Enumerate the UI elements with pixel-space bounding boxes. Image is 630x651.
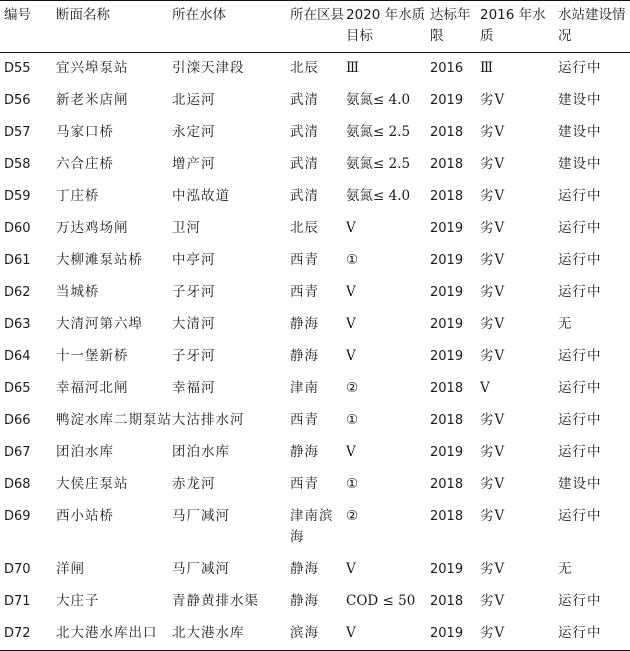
cell-2020-target: 氨氮≤ 2.5 — [346, 156, 411, 172]
table-row — [0, 213, 630, 245]
cell-2020-target: Ⅴ — [346, 625, 356, 641]
cell-2020-target: ① — [346, 252, 359, 268]
table-row — [0, 117, 630, 149]
cell-id: D71 — [4, 594, 31, 609]
cell-deadline: 2019 — [430, 317, 464, 332]
cell-2020-target: 氨氮≤ 4.0 — [346, 188, 411, 204]
cell-station-status: 无 — [558, 316, 573, 332]
cell-2016-quality: 劣Ⅴ — [480, 412, 506, 428]
cell-section-name: 六合庄桥 — [56, 156, 114, 172]
cell-water-body: 大沽排水河 — [172, 412, 245, 428]
cell-station-status: 运行中 — [558, 348, 602, 364]
table-body — [0, 53, 630, 651]
cell-id: D56 — [4, 93, 31, 108]
cell-station-status: 建设中 — [558, 476, 602, 492]
cell-district: 武清 — [290, 92, 319, 108]
header-2020-target: 2020 年水质目标 — [346, 7, 426, 44]
cell-station-status: 运行中 — [558, 220, 602, 236]
header-water-body: 所在水体 — [172, 7, 226, 23]
cell-water-body: 卫河 — [172, 220, 201, 236]
cell-id: D65 — [4, 381, 31, 396]
header-station-status: 水站建设情况 — [558, 7, 626, 44]
cell-water-body: 青静黄排水渠 — [172, 593, 259, 609]
cell-water-body: 子牙河 — [172, 284, 216, 300]
cell-deadline: 2018 — [430, 189, 464, 204]
cell-district: 武清 — [290, 124, 319, 140]
cell-section-name: 大侯庄泵站 — [56, 476, 129, 492]
cell-2016-quality: 劣Ⅴ — [480, 561, 506, 577]
cell-station-status: 运行中 — [558, 625, 602, 641]
cell-district: 津南滨海 — [290, 508, 334, 545]
cell-2016-quality: 劣Ⅴ — [480, 593, 506, 609]
cell-2016-quality: Ⅲ — [480, 60, 495, 76]
cell-2016-quality: 劣Ⅴ — [480, 220, 506, 236]
cell-2016-quality: Ⅴ — [480, 380, 491, 396]
cell-section-name: 幸福河北闸 — [56, 380, 129, 396]
cell-deadline: 2018 — [430, 413, 464, 428]
header-section-name: 断面名称 — [56, 7, 110, 23]
cell-deadline: 2019 — [430, 253, 464, 268]
cell-deadline: 2019 — [430, 349, 464, 364]
cell-id: D66 — [4, 413, 31, 428]
cell-2020-target: Ⅴ — [346, 561, 356, 577]
header-2016-quality: 2016 年水质 — [480, 7, 546, 44]
header-district: 所在区县 — [290, 7, 344, 23]
cell-district: 静海 — [290, 444, 319, 460]
cell-district: 北辰 — [290, 220, 319, 236]
table-row — [0, 405, 630, 437]
cell-station-status: 运行中 — [558, 444, 602, 460]
cell-id: D62 — [4, 285, 31, 300]
cell-deadline: 2018 — [430, 477, 464, 492]
cell-id: D57 — [4, 125, 31, 140]
cell-district: 静海 — [290, 593, 319, 609]
table-row — [0, 554, 630, 586]
cell-2016-quality: 劣Ⅴ — [480, 625, 506, 641]
cell-2016-quality: 劣Ⅴ — [480, 508, 506, 524]
table-row — [0, 277, 630, 309]
cell-2016-quality: 劣Ⅴ — [480, 188, 506, 204]
cell-water-body: 永定河 — [172, 124, 216, 140]
cell-section-name: 万达鸡场闸 — [56, 220, 129, 236]
cell-deadline: 2019 — [430, 626, 464, 641]
cell-deadline: 2019 — [430, 285, 464, 300]
table-header — [0, 1, 630, 53]
cell-id: D59 — [4, 189, 31, 204]
cell-2016-quality: 劣Ⅴ — [480, 92, 506, 108]
cell-2016-quality: 劣Ⅴ — [480, 444, 506, 460]
cell-water-body: 北大港水库 — [172, 625, 245, 641]
cell-district: 静海 — [290, 561, 319, 577]
cell-deadline: 2018 — [430, 509, 464, 524]
cell-water-body: 引滦天津段 — [172, 60, 245, 76]
cell-water-body: 中亭河 — [172, 252, 216, 268]
cell-water-body: 幸福河 — [172, 380, 216, 396]
cell-deadline: 2018 — [430, 594, 464, 609]
cell-section-name: 丁庄桥 — [56, 188, 100, 204]
cell-section-name: 团泊水库 — [56, 444, 114, 460]
cell-water-body: 团泊水库 — [172, 444, 230, 460]
table-row — [0, 437, 630, 469]
cell-district: 北辰 — [290, 60, 319, 76]
cell-2020-target: 氨氮≤ 2.5 — [346, 124, 411, 140]
cell-2020-target: ① — [346, 476, 359, 492]
cell-station-status: 建设中 — [558, 92, 602, 108]
cell-district: 武清 — [290, 188, 319, 204]
table-row — [0, 501, 630, 554]
cell-deadline: 2019 — [430, 93, 464, 108]
table-row — [0, 53, 630, 86]
cell-deadline: 2016 — [430, 61, 464, 76]
cell-2020-target: Ⅴ — [346, 284, 356, 300]
cell-district: 武清 — [290, 156, 319, 172]
cell-id: D61 — [4, 253, 31, 268]
cell-district: 西青 — [290, 252, 319, 268]
cell-deadline: 2018 — [430, 157, 464, 172]
cell-2016-quality: 劣Ⅴ — [480, 156, 506, 172]
cell-water-body: 中泓故道 — [172, 188, 230, 204]
cell-deadline: 2018 — [430, 125, 464, 140]
cell-section-name: 当城桥 — [56, 284, 100, 300]
cell-section-name: 大柳滩泵站桥 — [56, 252, 143, 268]
cell-2016-quality: 劣Ⅴ — [480, 124, 506, 140]
cell-2016-quality: 劣Ⅴ — [480, 316, 506, 332]
cell-id: D55 — [4, 61, 31, 76]
cell-id: D67 — [4, 445, 31, 460]
cell-2020-target: Ⅲ — [346, 60, 360, 76]
cell-district: 西青 — [290, 412, 319, 428]
cell-station-status: 运行中 — [558, 188, 602, 204]
table-row — [0, 149, 630, 181]
cell-id: D63 — [4, 317, 31, 332]
cell-district: 津南 — [290, 380, 319, 396]
cell-water-body: 大清河 — [172, 316, 216, 332]
cell-district: 静海 — [290, 348, 319, 364]
cell-section-name: 北大港水库出口 — [56, 625, 158, 641]
cell-section-name: 马家口桥 — [56, 124, 114, 140]
cell-id: D58 — [4, 157, 31, 172]
cell-station-status: 运行中 — [558, 380, 602, 396]
cell-station-status: 运行中 — [558, 508, 602, 524]
cell-water-body: 子牙河 — [172, 348, 216, 364]
cell-district: 西青 — [290, 284, 319, 300]
cell-deadline: 2019 — [430, 221, 464, 236]
cell-station-status: 无 — [558, 561, 573, 577]
cell-2016-quality: 劣Ⅴ — [480, 348, 506, 364]
cell-id: D64 — [4, 349, 31, 364]
cell-water-body: 增产河 — [172, 156, 216, 172]
cell-2020-target: ② — [346, 508, 359, 524]
table-row — [0, 245, 630, 277]
header-row — [0, 1, 630, 53]
cell-water-body: 马厂减河 — [172, 561, 230, 577]
cell-id: D70 — [4, 562, 31, 577]
cell-station-status: 运行中 — [558, 252, 602, 268]
cell-2020-target: 氨氮≤ 4.0 — [346, 92, 411, 108]
cell-2020-target: COD ≤ 50 — [346, 593, 416, 609]
table-row — [0, 618, 630, 651]
cell-2020-target: Ⅴ — [346, 348, 356, 364]
table-row — [0, 181, 630, 213]
cell-water-body: 赤龙河 — [172, 476, 216, 492]
cell-id: D60 — [4, 221, 31, 236]
table-row — [0, 85, 630, 117]
cell-deadline: 2018 — [430, 381, 464, 396]
cell-water-body: 马厂减河 — [172, 508, 230, 524]
cell-station-status: 运行中 — [558, 412, 602, 428]
cell-deadline: 2019 — [430, 445, 464, 460]
cell-district: 西青 — [290, 476, 319, 492]
cell-section-name: 大庄子 — [56, 593, 100, 609]
cell-id: D69 — [4, 509, 31, 524]
table-row — [0, 373, 630, 405]
cell-section-name: 洋闸 — [56, 561, 85, 577]
cell-2016-quality: 劣Ⅴ — [480, 476, 506, 492]
table-row — [0, 341, 630, 373]
cell-2020-target: Ⅴ — [346, 316, 356, 332]
cell-2020-target: Ⅴ — [346, 220, 356, 236]
cell-id: D72 — [4, 626, 31, 641]
cell-id: D68 — [4, 477, 31, 492]
cell-2020-target: ② — [346, 380, 359, 396]
cell-station-status: 运行中 — [558, 593, 602, 609]
cell-station-status: 建设中 — [558, 156, 602, 172]
cell-2016-quality: 劣Ⅴ — [480, 284, 506, 300]
cell-station-status: 运行中 — [558, 284, 602, 300]
cell-section-name: 鸭淀水库二期泵站 — [56, 412, 172, 428]
header-id: 编号 — [4, 7, 31, 23]
cell-station-status: 建设中 — [558, 124, 602, 140]
cell-section-name: 大清河第六埠 — [56, 316, 143, 332]
cell-water-body: 北运河 — [172, 92, 216, 108]
cell-station-status: 运行中 — [558, 60, 602, 76]
table-row — [0, 309, 630, 341]
table-row — [0, 469, 630, 501]
cell-2020-target: Ⅴ — [346, 444, 356, 460]
table-row — [0, 586, 630, 618]
header-deadline: 达标年限 — [430, 7, 471, 44]
cell-section-name: 新老米店闸 — [56, 92, 129, 108]
cell-2016-quality: 劣Ⅴ — [480, 252, 506, 268]
cell-section-name: 西小站桥 — [56, 508, 114, 524]
cell-deadline: 2019 — [430, 562, 464, 577]
cell-2020-target: ① — [346, 412, 359, 428]
cell-section-name: 宜兴埠泵站 — [56, 60, 129, 76]
cell-section-name: 十一堡新桥 — [56, 348, 129, 364]
cell-district: 滨海 — [290, 625, 319, 641]
cell-district: 静海 — [290, 316, 319, 332]
